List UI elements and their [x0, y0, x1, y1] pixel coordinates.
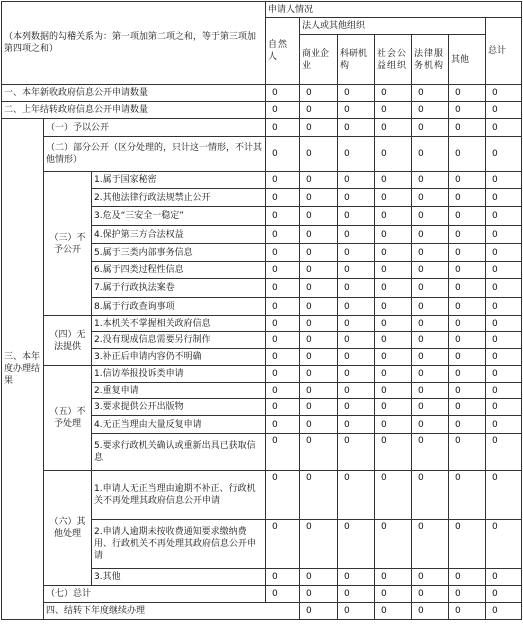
value-cell: 0	[486, 85, 522, 102]
value-cell: 0	[375, 262, 412, 279]
value-cell: 0	[412, 399, 449, 416]
value-cell: 0	[486, 137, 522, 172]
value-cell: 0	[338, 520, 375, 569]
table-row	[2, 137, 522, 172]
value-cell: 0	[375, 172, 412, 189]
value-cell: 0	[486, 332, 522, 349]
value-cell: 0	[412, 102, 449, 119]
value-cell: 0	[266, 332, 300, 349]
value-cell: 0	[486, 244, 522, 262]
value-cell: 0	[338, 434, 375, 471]
value-cell: 0	[375, 102, 412, 119]
value-cell: 0	[412, 569, 449, 586]
col-natural-person: 自然人	[266, 18, 300, 85]
value-cell: 0	[375, 226, 412, 244]
value-cell: 0	[412, 226, 449, 244]
table-row	[2, 119, 522, 137]
row-label: 4.无正当理由大量反复申请	[92, 416, 266, 434]
value-cell: 0	[449, 102, 486, 119]
value-cell: 0	[449, 416, 486, 434]
col-other: 其他	[449, 35, 486, 85]
value-cell: 0	[449, 226, 486, 244]
row-label: 2.其他法律行政法规禁止公开	[92, 189, 266, 207]
value-cell: 0	[375, 316, 412, 332]
value-cell: 0	[449, 298, 486, 316]
row-label: 6.属于四类过程性信息	[92, 262, 266, 279]
value-cell: 0	[486, 262, 522, 279]
value-cell: 0	[300, 399, 338, 416]
value-cell: 0	[486, 520, 522, 569]
value-cell: 0	[412, 119, 449, 137]
value-cell: 0	[300, 569, 338, 586]
row-label: 2.申请人逾期未按收费通知要求缴纳费用、行政机关不再处理其政府信息公开申请	[92, 520, 266, 569]
table-row	[2, 85, 522, 102]
col-legal-service: 法律服务机构	[412, 35, 449, 85]
row-label: 1.信访举报投诉类申请	[92, 366, 266, 383]
row-label: 3.补正后申请内容仍不明确	[92, 349, 266, 366]
row-label: （二）部分公开（区分处理的，只计这一情形，不计其他情形）	[44, 137, 266, 172]
value-cell: 0	[449, 399, 486, 416]
value-cell: 0	[375, 85, 412, 102]
value-cell: 0	[300, 85, 338, 102]
row-label: 7.属于行政执法案卷	[92, 279, 266, 298]
value-cell: 0	[412, 416, 449, 434]
category-label: （六）其他处理	[44, 471, 92, 586]
value-cell: 0	[449, 603, 486, 620]
row-label: 8.属于行政查询事项	[92, 298, 266, 316]
value-cell: 0	[375, 298, 412, 316]
value-cell: 0	[412, 262, 449, 279]
value-cell: 0	[266, 137, 300, 172]
value-cell: 0	[449, 316, 486, 332]
value-cell: 0	[375, 189, 412, 207]
value-cell: 0	[266, 226, 300, 244]
col-research: 科研机构	[338, 35, 375, 85]
table-row	[2, 316, 522, 332]
value-cell: 0	[412, 189, 449, 207]
value-cell: 0	[300, 279, 338, 298]
value-cell: 0	[412, 332, 449, 349]
value-cell: 0	[338, 262, 375, 279]
value-cell: 0	[338, 603, 375, 620]
value-cell: 0	[412, 586, 449, 603]
value-cell: 0	[338, 226, 375, 244]
value-cell: 0	[338, 244, 375, 262]
value-cell: 0	[266, 172, 300, 189]
value-cell: 0	[266, 569, 300, 586]
value-cell: 0	[375, 416, 412, 434]
value-cell: 0	[412, 298, 449, 316]
value-cell: 0	[300, 383, 338, 399]
value-cell: 0	[266, 366, 300, 383]
value-cell: 0	[300, 603, 338, 620]
value-cell: 0	[486, 416, 522, 434]
value-cell: 0	[412, 434, 449, 471]
col-business: 商业企业	[300, 35, 338, 85]
value-cell: 0	[375, 569, 412, 586]
value-cell: 0	[300, 244, 338, 262]
row-label: （七）总计	[44, 586, 266, 603]
value-cell: 0	[300, 189, 338, 207]
value-cell: 0	[486, 603, 522, 620]
value-cell: 0	[266, 85, 300, 102]
value-cell: 0	[375, 603, 412, 620]
row-label: 5.属于三类内部事务信息	[92, 244, 266, 262]
value-cell: 0	[449, 586, 486, 603]
value-cell: 0	[338, 119, 375, 137]
value-cell: 0	[300, 226, 338, 244]
value-cell: 0	[486, 102, 522, 119]
value-cell: 0	[300, 416, 338, 434]
value-cell: 0	[338, 366, 375, 383]
value-cell: 0	[338, 85, 375, 102]
value-cell: 0	[338, 471, 375, 520]
value-cell: 0	[412, 603, 449, 620]
value-cell: 0	[412, 207, 449, 226]
row-label: 一、本年新收政府信息公开申请数量	[2, 85, 266, 102]
value-cell: 0	[375, 471, 412, 520]
value-cell: 0	[300, 349, 338, 366]
category-label: （三）不予公开	[44, 172, 92, 316]
value-cell: 0	[486, 316, 522, 332]
value-cell: 0	[449, 383, 486, 399]
value-cell: 0	[300, 316, 338, 332]
value-cell: 0	[449, 189, 486, 207]
legal-entities-header: 法人或其他组织	[300, 18, 486, 35]
value-cell: 0	[300, 586, 338, 603]
value-cell: 0	[375, 520, 412, 569]
value-cell: 0	[266, 298, 300, 316]
value-cell: 0	[375, 137, 412, 172]
value-cell: 0	[338, 189, 375, 207]
value-cell: 0	[375, 434, 412, 471]
value-cell: 0	[412, 137, 449, 172]
value-cell: 0	[375, 586, 412, 603]
value-cell: 0	[486, 226, 522, 244]
value-cell: 0	[266, 399, 300, 416]
value-cell: 0	[449, 279, 486, 298]
value-cell: 0	[486, 399, 522, 416]
value-cell: 0	[412, 172, 449, 189]
value-cell: 0	[449, 85, 486, 102]
value-cell: 0	[338, 586, 375, 603]
value-cell: 0	[266, 262, 300, 279]
value-cell: 0	[266, 471, 300, 520]
value-cell: 0	[412, 316, 449, 332]
table-row	[2, 2, 522, 18]
value-cell: 0	[266, 383, 300, 399]
relation-note: （本列数据的勾稽关系为：第一项加第二项之和，等于第三项加第四项之和）	[2, 2, 266, 85]
value-cell: 0	[486, 207, 522, 226]
value-cell: 0	[266, 316, 300, 332]
value-cell: 0	[412, 471, 449, 520]
value-cell: 0	[266, 586, 300, 603]
value-cell: 0	[449, 349, 486, 366]
value-cell: 0	[486, 189, 522, 207]
value-cell: 0	[300, 172, 338, 189]
row-label: 3.危及“三安全一稳定”	[92, 207, 266, 226]
value-cell: 0	[375, 383, 412, 399]
value-cell: 0	[412, 244, 449, 262]
value-cell: 0	[449, 207, 486, 226]
value-cell: 0	[266, 349, 300, 366]
value-cell: 0	[375, 244, 412, 262]
value-cell: 0	[486, 172, 522, 189]
value-cell: 0	[300, 434, 338, 471]
value-cell: 0	[266, 434, 300, 471]
value-cell: 0	[266, 244, 300, 262]
value-cell: 0	[486, 119, 522, 137]
value-cell: 0	[449, 434, 486, 471]
section-3-label: 三、本年度办理结果	[2, 119, 44, 620]
value-cell: 0	[375, 366, 412, 383]
table-row	[2, 366, 522, 383]
col-total: 总计	[486, 18, 522, 85]
row-label: 四、结转下年度继续办理	[44, 603, 300, 620]
value-cell: 0	[486, 434, 522, 471]
value-cell: 0	[375, 279, 412, 298]
value-cell: 0	[300, 332, 338, 349]
table-row	[2, 172, 522, 189]
value-cell: 0	[338, 349, 375, 366]
value-cell: 0	[486, 383, 522, 399]
value-cell: 0	[266, 207, 300, 226]
value-cell: 0	[375, 349, 412, 366]
value-cell: 0	[375, 332, 412, 349]
row-label: （一）予以公开	[44, 119, 266, 137]
value-cell: 0	[300, 207, 338, 226]
value-cell: 0	[338, 416, 375, 434]
value-cell: 0	[266, 279, 300, 298]
value-cell: 0	[300, 102, 338, 119]
value-cell: 0	[338, 279, 375, 298]
value-cell: 0	[375, 399, 412, 416]
row-label: 5.要求行政机关确认或重新出具已获取信息	[92, 434, 266, 471]
value-cell: 0	[412, 366, 449, 383]
row-label: 1.申请人无正当理由逾期不补正、行政机关不再处理其政府信息公开申请	[92, 471, 266, 520]
value-cell: 0	[338, 569, 375, 586]
value-cell: 0	[266, 189, 300, 207]
row-label: 1.本机关不掌握相关政府信息	[92, 316, 266, 332]
value-cell: 0	[300, 366, 338, 383]
value-cell: 0	[486, 298, 522, 316]
value-cell: 0	[338, 102, 375, 119]
value-cell: 0	[486, 569, 522, 586]
value-cell: 0	[300, 262, 338, 279]
value-cell: 0	[449, 471, 486, 520]
value-cell: 0	[486, 279, 522, 298]
row-label: 2.没有现成信息需要另行制作	[92, 332, 266, 349]
value-cell: 0	[449, 244, 486, 262]
value-cell: 0	[338, 207, 375, 226]
table-row	[2, 603, 522, 620]
row-label: 3.其他	[92, 569, 266, 586]
applicant-status-header: 申请人情况	[266, 2, 522, 18]
row-label: 4.保护第三方合法权益	[92, 226, 266, 244]
value-cell: 0	[338, 137, 375, 172]
value-cell: 0	[338, 332, 375, 349]
value-cell: 0	[449, 520, 486, 569]
foi-application-table	[1, 1, 522, 620]
value-cell: 0	[338, 316, 375, 332]
table-row	[2, 586, 522, 603]
table-row	[2, 471, 522, 520]
value-cell: 0	[266, 416, 300, 434]
value-cell: 0	[266, 102, 300, 119]
value-cell: 0	[412, 279, 449, 298]
row-label: 3.要求提供公开出版物	[92, 399, 266, 416]
value-cell: 0	[449, 137, 486, 172]
value-cell: 0	[449, 332, 486, 349]
value-cell: 0	[300, 298, 338, 316]
value-cell: 0	[449, 569, 486, 586]
col-public-welfare: 社会公益组织	[375, 35, 412, 85]
value-cell: 0	[449, 366, 486, 383]
value-cell: 0	[300, 520, 338, 569]
value-cell: 0	[412, 349, 449, 366]
value-cell: 0	[300, 119, 338, 137]
value-cell: 0	[412, 383, 449, 399]
value-cell: 0	[486, 366, 522, 383]
table-row	[2, 102, 522, 119]
value-cell: 0	[266, 119, 300, 137]
row-label: 1.属于国家秘密	[92, 172, 266, 189]
row-label: 二、上年结转政府信息公开申请数量	[2, 102, 266, 119]
value-cell: 0	[449, 172, 486, 189]
value-cell: 0	[266, 520, 300, 569]
value-cell: 0	[338, 298, 375, 316]
value-cell: 0	[412, 85, 449, 102]
value-cell: 0	[375, 207, 412, 226]
value-cell: 0	[449, 119, 486, 137]
value-cell: 0	[486, 349, 522, 366]
value-cell: 0	[300, 471, 338, 520]
value-cell: 0	[375, 119, 412, 137]
value-cell: 0	[300, 137, 338, 172]
value-cell: 0	[486, 471, 522, 520]
category-label: （五）不予处理	[44, 366, 92, 471]
value-cell: 0	[449, 262, 486, 279]
value-cell: 0	[412, 520, 449, 569]
row-label: 2.重复申请	[92, 383, 266, 399]
category-label: （四）无法提供	[44, 316, 92, 366]
value-cell: 0	[338, 172, 375, 189]
value-cell: 0	[338, 383, 375, 399]
value-cell: 0	[486, 586, 522, 603]
value-cell: 0	[338, 399, 375, 416]
